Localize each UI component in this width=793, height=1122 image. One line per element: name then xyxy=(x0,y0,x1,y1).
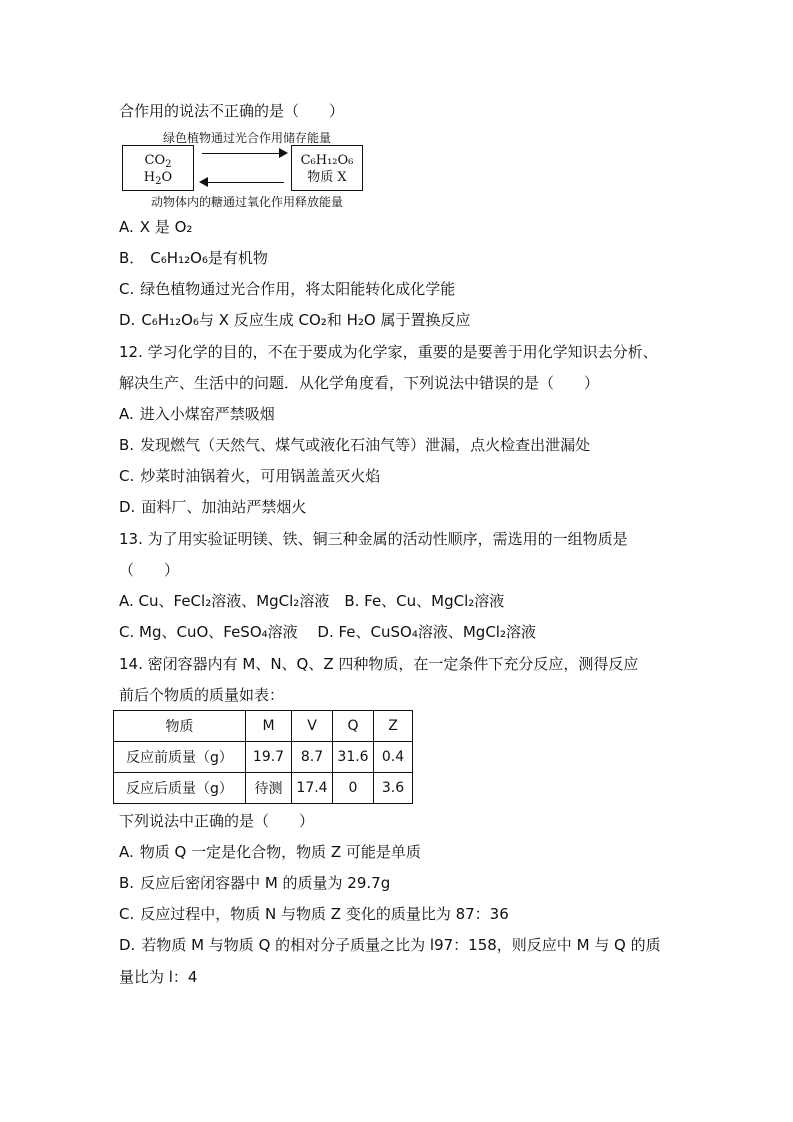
q12-option-c: C. 炒菜时油锅着火，可用锅盖盖灭火焰 xyxy=(119,467,381,485)
q13-options-row2: C. Mg、CuO、FeSO₄溶液 D. Fe、CuSO₄溶液、MgCl₂溶液 xyxy=(119,623,536,641)
q11-option-a: A. X 是 O₂ xyxy=(119,218,193,236)
photosynthesis-diagram xyxy=(119,127,374,209)
diagram-bottom-caption: 动物体内的糖通过氧化作用释放能量 xyxy=(151,195,344,209)
mass-table xyxy=(113,710,413,804)
q14-stem-line2: 前后个物质的质量如表： xyxy=(119,686,285,704)
table-header-cell: Z xyxy=(374,711,413,742)
table-header-cell: 物质 xyxy=(114,711,246,742)
table-cell: 反应后质量（g） xyxy=(114,773,246,804)
q13-stem-line1: 13. 为了用实验证明镁、铁、铜三种金属的活动性顺序，需选用的一组物质是 xyxy=(119,530,628,548)
q12-stem-line2: 解决生产、生活中的问题．从化学角度看，下列说法中错误的是（ ） xyxy=(119,374,600,392)
q13-options-row1: A. Cu、FeCl₂溶液、MgCl₂溶液 B. Fe、Cu、MgCl₂溶液 xyxy=(119,592,505,610)
q14-option-a: A. 物质 Q 一定是化合物，物质 Z 可能是单质 xyxy=(119,843,421,861)
table-cell: 17.4 xyxy=(292,773,333,804)
diagram-left-box xyxy=(122,145,194,191)
left-box-line1: $CO_2$ xyxy=(144,153,172,170)
diagram-right-box xyxy=(291,145,363,191)
q13-stem-line2: （ ） xyxy=(119,561,180,579)
table-cell: 8.7 xyxy=(292,742,333,773)
q14-option-c: C. 反应过程中，物质 N 与物质 Z 变化的质量比为 87：36 xyxy=(119,905,509,923)
q11-option-d: D. C₆H₁₂O₆与 X 反应生成 CO₂和 H₂O 属于置换反应 xyxy=(119,311,471,329)
table-cell: 0 xyxy=(333,773,374,804)
left-arrow xyxy=(202,182,284,183)
table-cell: 31.6 xyxy=(333,742,374,773)
right-box-line2: 物质 X xyxy=(307,170,347,185)
diagram-top-caption: 绿色植物通过光合作用储存能量 xyxy=(163,131,332,145)
q12-option-d: D. 面料厂、加油站严禁烟火 xyxy=(119,498,307,516)
table-header-cell: V xyxy=(292,711,333,742)
q12-option-a: A. 进入小煤窑严禁吸烟 xyxy=(119,405,275,423)
q12-stem-line1: 12. 学习化学的目的，不在于要成为化学家，重要的是要善于用化学知识去分析、 xyxy=(119,343,658,361)
q11-option-b: B． C₆H₁₂O₆是有机物 xyxy=(119,249,268,267)
q14-option-d-continued: 量比为 l：4 xyxy=(119,968,198,986)
table-header-row xyxy=(114,711,413,742)
table-cell: 0.4 xyxy=(374,742,413,773)
table-cell: 待测 xyxy=(246,773,292,804)
q11-option-c: C. 绿色植物通过光合作用，将太阳能转化成化学能 xyxy=(119,280,456,298)
table-cell: 3.6 xyxy=(374,773,413,804)
right-box-line1: C₆H₁₂O₆ xyxy=(300,153,354,168)
q12-option-b: B. 发现燃气（天然气、煤气或液化石油气等）泄漏，点火检查出泄漏处 xyxy=(119,436,591,454)
left-arrow-head xyxy=(199,177,208,187)
q14-option-d: D. 若物质 M 与物质 Q 的相对分子质量之比为 l97：158，则反应中 M 与 Q 的质 xyxy=(119,936,661,954)
q14-prompt: 下列说法中正确的是（ ） xyxy=(119,812,315,830)
right-arrow-head xyxy=(279,148,288,158)
right-arrow xyxy=(202,153,284,154)
table-row xyxy=(114,773,413,804)
q14-stem-line1: 14. 密闭容器内有 M、N、Q、Z 四种物质，在一定条件下充分反应，测得反应 xyxy=(119,655,639,673)
q11-stem-tail: 合作用的说法不正确的是（ ） xyxy=(119,102,345,120)
table-row xyxy=(114,742,413,773)
table-header-cell: Q xyxy=(333,711,374,742)
table-cell: 19.7 xyxy=(246,742,292,773)
table-header-cell: M xyxy=(246,711,292,742)
q14-option-b: B. 反应后密闭容器中 M 的质量为 29.7g xyxy=(119,874,391,892)
table-cell: 反应前质量（g） xyxy=(114,742,246,773)
left-box-line2: $H_2O$ xyxy=(143,170,173,187)
